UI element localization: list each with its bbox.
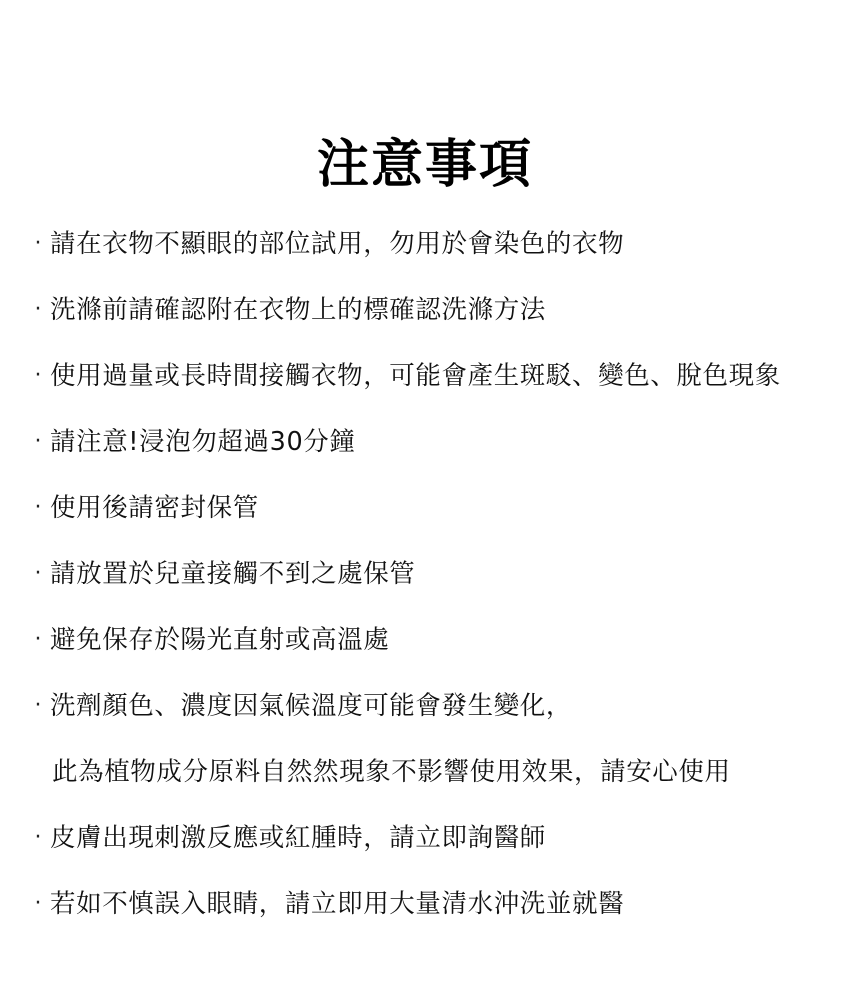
list-item <box>0 488 850 554</box>
note-text: 避免保存於陽光直射或高溫處 <box>50 625 390 655</box>
list-item <box>0 290 850 356</box>
bullet-dot-icon: · <box>34 429 42 454</box>
list-item <box>0 422 850 488</box>
list-item <box>0 884 850 950</box>
list-item <box>0 620 850 686</box>
precautions-list <box>0 224 850 950</box>
note-text: 若如不慎誤入眼睛，請立即用大量清水沖洗並就醫 <box>50 889 625 919</box>
list-item <box>0 686 850 752</box>
list-item <box>0 224 850 290</box>
bullet-dot-icon: · <box>34 627 42 652</box>
bullet-dot-icon: · <box>34 825 42 850</box>
note-text: 洗劑顏色、濃度因氣候溫度可能會發生變化， <box>50 691 573 721</box>
page-title: 注意事項 <box>316 134 533 195</box>
list-item <box>0 818 850 884</box>
bullet-dot-icon: · <box>34 891 42 916</box>
bullet-dot-icon: · <box>34 297 42 322</box>
bullet-dot-icon: · <box>34 561 42 586</box>
note-text: 使用後請密封保管 <box>50 493 259 523</box>
bullet-dot-icon: · <box>34 231 42 256</box>
note-text: 請在衣物不顯眼的部位試用，勿用於會染色的衣物 <box>50 229 625 259</box>
note-text: 請放置於兒童接觸不到之處保管 <box>50 559 416 589</box>
list-item <box>0 356 850 422</box>
bullet-dot-icon: · <box>34 495 42 520</box>
list-item-continuation <box>0 752 850 818</box>
bullet-dot-icon: · <box>34 693 42 718</box>
note-text: 使用過量或長時間接觸衣物，可能會產生斑駁、變色、脫色現象 <box>50 361 781 391</box>
note-text: 此為植物成分原料自然然現象不影響使用效果，請安心使用 <box>52 757 731 787</box>
note-text: 請注意!浸泡勿超過30分鐘 <box>50 427 356 457</box>
note-text: 皮膚出現刺激反應或紅腫時，請立即詢醫師 <box>50 823 546 853</box>
bullet-dot-icon: · <box>34 363 42 388</box>
note-text: 洗滌前請確認附在衣物上的標確認洗滌方法 <box>50 295 546 325</box>
list-item <box>0 554 850 620</box>
